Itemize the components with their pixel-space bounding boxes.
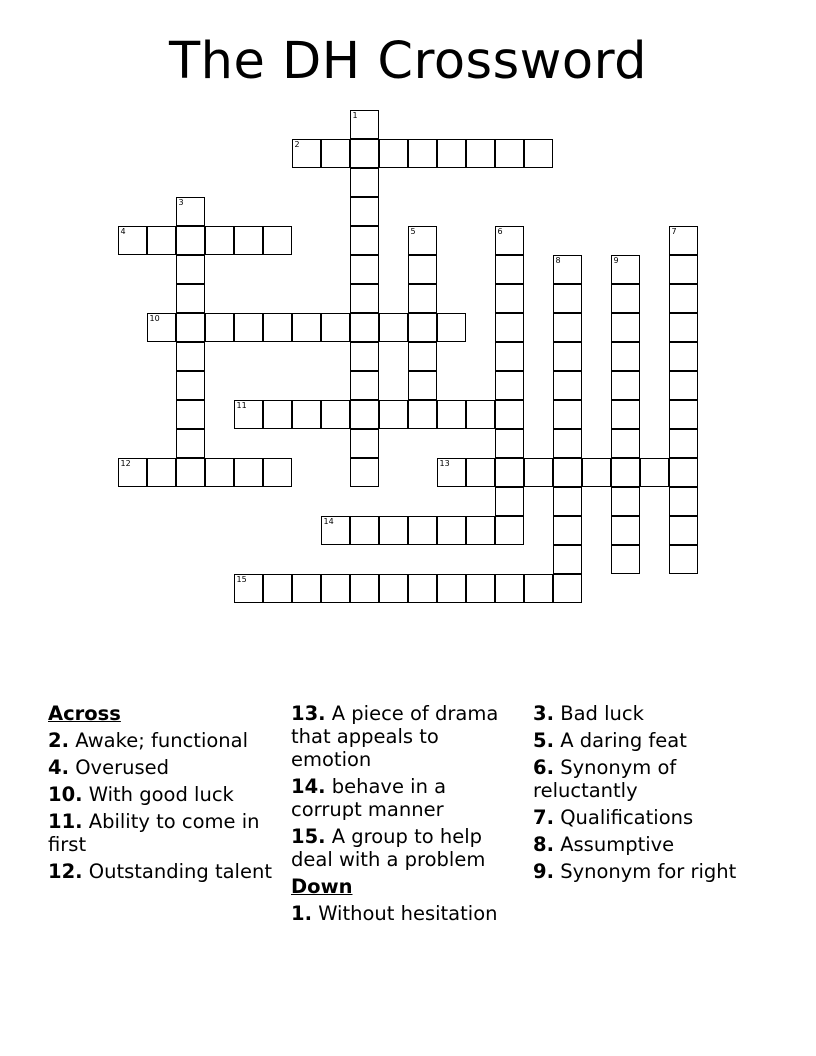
crossword-cell[interactable] <box>408 284 437 313</box>
crossword-cell[interactable] <box>495 342 524 371</box>
crossword-cell[interactable] <box>350 284 379 313</box>
crossword-cell[interactable] <box>669 371 698 400</box>
cell-number: 8 <box>555 256 561 265</box>
crossword-cell[interactable] <box>553 487 582 516</box>
crossword-cell[interactable] <box>495 458 524 487</box>
crossword-cell[interactable] <box>553 371 582 400</box>
crossword-cell[interactable] <box>321 313 350 342</box>
crossword-cell[interactable] <box>292 574 321 603</box>
clue-across-10: 10. With good luck <box>48 783 234 806</box>
crossword-cell[interactable] <box>466 139 495 168</box>
crossword-cell[interactable] <box>495 400 524 429</box>
crossword-cell[interactable] <box>263 458 292 487</box>
cell-number: 5 <box>410 227 416 236</box>
crossword-cell[interactable] <box>234 313 263 342</box>
crossword-cell[interactable] <box>466 516 495 545</box>
crossword-cell[interactable] <box>350 458 379 487</box>
crossword-cell[interactable] <box>292 313 321 342</box>
crossword-cell[interactable] <box>611 255 640 284</box>
clue-across-2: 2. Awake; functional <box>48 729 249 752</box>
crossword-cell[interactable] <box>553 400 582 429</box>
crossword-cell[interactable] <box>176 342 205 371</box>
crossword-cell[interactable] <box>553 313 582 342</box>
crossword-cell[interactable] <box>466 574 495 603</box>
crossword-cell[interactable] <box>553 429 582 458</box>
clue-across-12: 12. Outstanding talent <box>48 860 272 883</box>
crossword-cell[interactable] <box>669 400 698 429</box>
clue-across-14: 14. behave in a corrupt manner <box>291 775 447 821</box>
cell-number: 9 <box>613 256 619 265</box>
crossword-cell[interactable] <box>408 371 437 400</box>
crossword-cell[interactable] <box>495 139 524 168</box>
page-title: The DH Crossword <box>168 32 648 91</box>
crossword-cell[interactable] <box>176 371 205 400</box>
crossword-cell[interactable] <box>669 255 698 284</box>
crossword-cell[interactable] <box>408 400 437 429</box>
crossword-cell[interactable] <box>611 342 640 371</box>
crossword-cell[interactable] <box>350 371 379 400</box>
crossword-cell[interactable] <box>263 226 292 255</box>
crossword-cell[interactable] <box>611 429 640 458</box>
crossword-cell[interactable] <box>524 574 553 603</box>
crossword-cell[interactable] <box>669 429 698 458</box>
crossword-cell[interactable] <box>321 400 350 429</box>
crossword-cell[interactable] <box>234 574 263 603</box>
clue-across-11: 11. Ability to come in first <box>48 810 260 856</box>
crossword-cell[interactable] <box>611 313 640 342</box>
crossword-cell[interactable] <box>176 313 205 342</box>
clue-down-8: 8. Assumptive <box>533 833 675 856</box>
crossword-cell[interactable] <box>408 313 437 342</box>
crossword-cell[interactable] <box>495 226 524 255</box>
crossword-cell[interactable] <box>147 458 176 487</box>
across-heading: Across <box>48 702 121 725</box>
crossword-cell[interactable] <box>176 284 205 313</box>
crossword-cell[interactable] <box>176 400 205 429</box>
crossword-cell[interactable] <box>350 139 379 168</box>
cell-number: 13 <box>439 459 450 468</box>
crossword-cell[interactable] <box>263 574 292 603</box>
crossword-cell[interactable] <box>495 371 524 400</box>
clue-down-3: 3. Bad luck <box>533 702 644 725</box>
down-heading: Down <box>291 875 353 898</box>
crossword-cell[interactable] <box>669 458 698 487</box>
crossword-cell[interactable] <box>350 574 379 603</box>
crossword-cell[interactable] <box>582 458 611 487</box>
clue-across-13: 13. A piece of drama that appeals to emotion <box>291 702 499 771</box>
crossword-cell[interactable] <box>553 458 582 487</box>
crossword-cell[interactable] <box>611 400 640 429</box>
cell-number: 12 <box>120 459 131 468</box>
crossword-cell[interactable] <box>234 400 263 429</box>
crossword-cell[interactable] <box>350 110 379 139</box>
crossword-cell[interactable] <box>350 516 379 545</box>
crossword-cell[interactable] <box>408 342 437 371</box>
crossword-cell[interactable] <box>437 400 466 429</box>
crossword-cell[interactable] <box>408 516 437 545</box>
crossword-cell[interactable] <box>205 458 234 487</box>
crossword-cell[interactable] <box>176 429 205 458</box>
cell-number: 4 <box>120 227 126 236</box>
crossword-cell[interactable] <box>263 313 292 342</box>
crossword-cell[interactable] <box>495 313 524 342</box>
clue-down-5: 5. A daring feat <box>533 729 687 752</box>
crossword-cell[interactable] <box>669 313 698 342</box>
crossword-cell[interactable] <box>205 226 234 255</box>
clue-across-15: 15. A group to help deal with a problem <box>291 825 486 871</box>
crossword-cell[interactable] <box>611 371 640 400</box>
crossword-cell[interactable] <box>437 313 466 342</box>
crossword-cell[interactable] <box>408 226 437 255</box>
cell-number: 11 <box>236 401 247 410</box>
crossword-cell[interactable] <box>321 139 350 168</box>
crossword-cell[interactable] <box>379 574 408 603</box>
crossword-cell[interactable] <box>553 342 582 371</box>
cell-number: 2 <box>294 140 300 149</box>
cell-number: 10 <box>149 314 160 323</box>
cell-number: 14 <box>323 517 334 526</box>
crossword-cell[interactable] <box>611 545 640 574</box>
crossword-cell[interactable] <box>495 255 524 284</box>
crossword-cell[interactable] <box>553 255 582 284</box>
clues-column-1 <box>48 702 276 887</box>
cell-number: 6 <box>497 227 503 236</box>
crossword-cell[interactable] <box>466 400 495 429</box>
crossword-cell[interactable] <box>350 168 379 197</box>
crossword-cell[interactable] <box>350 197 379 226</box>
crossword-cell[interactable] <box>611 284 640 313</box>
crossword-cell[interactable] <box>495 516 524 545</box>
crossword-cell[interactable] <box>350 255 379 284</box>
crossword-cell[interactable] <box>669 342 698 371</box>
crossword-cell[interactable] <box>321 574 350 603</box>
crossword-cell[interactable] <box>292 400 321 429</box>
cell-number: 15 <box>236 575 247 584</box>
crossword-cell[interactable] <box>350 429 379 458</box>
crossword-cell[interactable] <box>524 458 553 487</box>
crossword-cell[interactable] <box>495 487 524 516</box>
crossword-cell[interactable] <box>495 429 524 458</box>
clue-down-7: 7. Qualifications <box>533 806 694 829</box>
crossword-cell[interactable] <box>176 226 205 255</box>
crossword-cell[interactable] <box>437 139 466 168</box>
crossword-cell[interactable] <box>466 458 495 487</box>
crossword-cell[interactable] <box>437 574 466 603</box>
crossword-cell[interactable] <box>234 226 263 255</box>
crossword-cell[interactable] <box>176 197 205 226</box>
clue-across-4: 4. Overused <box>48 756 169 779</box>
clue-down-9: 9. Synonym for right <box>533 860 737 883</box>
crossword-cell[interactable] <box>553 284 582 313</box>
crossword-cell[interactable] <box>611 458 640 487</box>
crossword-cell[interactable] <box>118 458 147 487</box>
crossword-cell[interactable] <box>669 545 698 574</box>
crossword-cell[interactable] <box>611 516 640 545</box>
crossword-cell[interactable] <box>321 516 350 545</box>
crossword-cell[interactable] <box>669 226 698 255</box>
crossword-cell[interactable] <box>118 226 147 255</box>
crossword-cell[interactable] <box>379 516 408 545</box>
crossword-cell[interactable] <box>147 226 176 255</box>
crossword-cell[interactable] <box>176 255 205 284</box>
crossword-cell[interactable] <box>379 139 408 168</box>
cell-number: 3 <box>178 198 184 207</box>
crossword-cell[interactable] <box>176 458 205 487</box>
crossword-cell[interactable] <box>350 400 379 429</box>
crossword-cell[interactable] <box>669 284 698 313</box>
crossword-cell[interactable] <box>669 516 698 545</box>
crossword-cell[interactable] <box>350 226 379 255</box>
crossword-cell[interactable] <box>553 545 582 574</box>
cell-number: 1 <box>352 111 358 120</box>
crossword-cell[interactable] <box>408 139 437 168</box>
crossword-cell[interactable] <box>350 342 379 371</box>
crossword-cell[interactable] <box>408 255 437 284</box>
clues-column-3 <box>533 702 761 887</box>
crossword-cell[interactable] <box>205 313 234 342</box>
clue-down-1: 1. Without hesitation <box>291 902 498 925</box>
crossword-cell[interactable] <box>350 313 379 342</box>
crossword-cell[interactable] <box>147 313 176 342</box>
crossword-cell[interactable] <box>524 139 553 168</box>
clues-column-2 <box>291 702 519 929</box>
crossword-cell[interactable] <box>669 487 698 516</box>
crossword-cell[interactable] <box>234 458 263 487</box>
crossword-cell[interactable] <box>495 574 524 603</box>
crossword-cell[interactable] <box>640 458 669 487</box>
crossword-cell[interactable] <box>495 284 524 313</box>
crossword-cell[interactable] <box>437 516 466 545</box>
crossword-cell[interactable] <box>553 574 582 603</box>
cell-number: 7 <box>671 227 677 236</box>
crossword-cell[interactable] <box>379 313 408 342</box>
crossword-cell[interactable] <box>611 487 640 516</box>
crossword-cell[interactable] <box>379 400 408 429</box>
crossword-cell[interactable] <box>263 400 292 429</box>
crossword-cell[interactable] <box>292 139 321 168</box>
crossword-cell[interactable] <box>553 516 582 545</box>
crossword-cell[interactable] <box>437 458 466 487</box>
crossword-cell[interactable] <box>408 574 437 603</box>
clue-down-6: 6. Synonym of reluctantly <box>533 756 677 802</box>
